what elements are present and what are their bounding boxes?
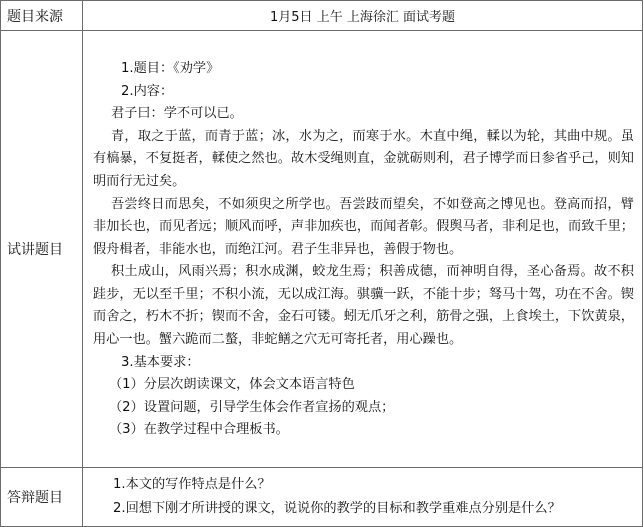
requirement-item-3: （3）在教学过程中合理板书。 <box>109 422 289 438</box>
text-paragraph-4: 积土成山，风雨兴焉；积水成渊，蛟龙生焉；积善成德，而神明自得，圣心备焉。故不积跬步，无以至千里；不积小流，无以成江海。骐骥一跃，不能十步；驽马十驾，功在不舍。锲而舍之，朽木不折；锲而不舍，金石可镂。蚓无爪牙之利，筋骨之强，上食埃土，下饮黄泉，用心一也。蟹六跪而二螯，非蛇鳝之穴无可寄托者，用心躁也。 <box>93 264 634 348</box>
trial-row <box>1 31 643 468</box>
header-row <box>1 1 643 31</box>
text-paragraph-1: 君子曰：学不可以已。 <box>111 106 243 122</box>
topic-line: 1.题目：《劝学》 <box>121 60 220 76</box>
defense-content <box>83 468 643 527</box>
defense-label: 答辩题目 <box>1 468 83 527</box>
requirements-heading: 3.基本要求： <box>121 354 200 370</box>
exam-title: 1月5日 上午 上海徐汇 面试考题 <box>83 1 643 31</box>
requirement-item-1: （1）分层次朗读课文，体会文本语言特色 <box>109 377 355 393</box>
text-paragraph-2: 青，取之于蓝，而青于蓝；冰，水为之，而寒于水。木直中绳，輮以为轮，其曲中规。虽有槁暴，不复挺者，輮使之然也。故木受绳则直，金就砺则利，君子博学而日参省乎己，则知明而行无过矣。 <box>93 128 634 189</box>
requirement-item-2: （2）设置问题，引导学生体会作者宣扬的观点； <box>109 399 395 415</box>
content-heading: 2.内容： <box>121 83 174 99</box>
source-label: 题目来源 <box>1 1 83 31</box>
text-paragraph-3: 吾尝终日而思矣，不如须臾之所学也。吾尝跂而望矣，不如登高之博见也。登高而招，臂非加长也，而见者远；顺风而呼，声非加疾也，而闻者彰。假舆马者，非利足也，而致千里；假舟楫者，非能水也，而绝江河。君子生非异也，善假于物也。 <box>93 196 634 257</box>
trial-label: 试讲题目 <box>1 31 83 468</box>
defense-question-1: 1.本文的写作特点是什么？ <box>113 477 271 492</box>
defense-question-2: 2.回想下刚才所讲授的课文，说说你的教学的目标和教学重难点分别是什么？ <box>113 501 561 516</box>
trial-content <box>83 31 643 468</box>
defense-row <box>1 468 643 527</box>
